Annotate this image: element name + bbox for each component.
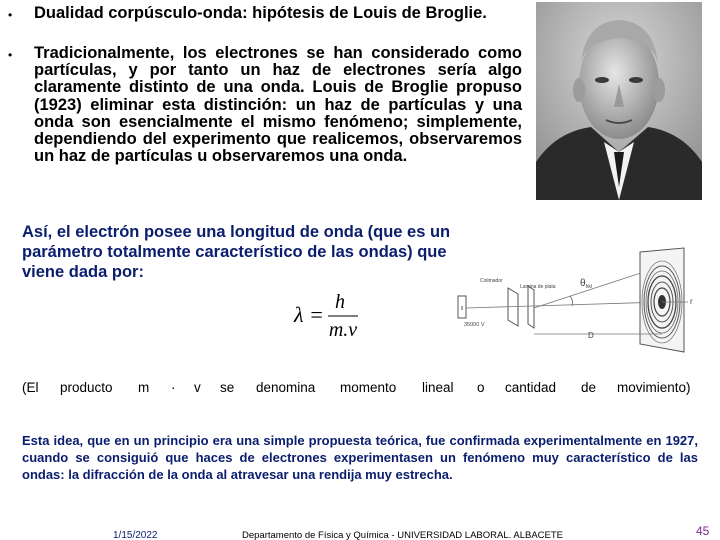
footer-department: Departamento de Física y Química - UNIVERSIDAD LABORAL. ALBACETE [242, 530, 564, 540]
momentum-word: m [138, 380, 150, 395]
bullet-item [8, 45, 528, 165]
momentum-word: producto [60, 380, 113, 395]
beam-line [466, 302, 662, 308]
bullet-body: Tradicionalmente, los electrones se han considerado como partículas, y por tanto un haz de electrones sería algo claramente distinto de una onda. Louis de Broglie propuso (1923) eliminar esta distinción: un haz de partículas y una onda son esencialmente el mismo fenómeno; simplemente, dependiendo del experimento que realicemos, observaremos un haz de partículas u observaremos una onda. [34, 44, 522, 166]
momentum-word: cantidad [505, 380, 557, 395]
page-number: 45 [696, 524, 710, 538]
bullet-marker: • [8, 8, 13, 22]
radius-label: r [690, 297, 693, 306]
footer-date: 1/15/2022 [113, 530, 158, 540]
bullet-marker: • [8, 48, 13, 62]
angle-label: $\theta_{hkl}$ [580, 278, 592, 290]
foil-label: Lamina de plata [520, 284, 556, 290]
momentum-word: v [194, 380, 201, 395]
formula-lhs: λ = [294, 302, 324, 327]
intro-paragraph: Así, el electrón posee una longitud de onda (que es un parámetro totalmente característico de las ondas) que viene dada por: [22, 223, 451, 281]
electron-diffraction-diagram [452, 246, 712, 356]
formula-denominator: m.v [328, 319, 358, 341]
momentum-word: denomina [256, 380, 316, 395]
momentum-word: momento [340, 380, 397, 395]
momentum-word: o [477, 380, 485, 395]
momentum-word: de [581, 380, 597, 395]
collimator-label: Colimador [480, 278, 503, 284]
formula-numerator: h [335, 291, 345, 313]
bullet-item [8, 5, 528, 24]
de-broglie-formula [292, 288, 372, 344]
momentum-word: se [220, 380, 235, 395]
louis-de-broglie-photo [536, 2, 702, 200]
momentum-word: · [171, 380, 176, 395]
bullet-heading: Dualidad corpúsculo-onda: hipótesis de Louis de Broglie. [34, 4, 487, 22]
distance-label: D [588, 331, 594, 340]
momentum-word: (El [22, 380, 39, 395]
momentum-word: movimiento) [617, 380, 691, 395]
momentum-word: lineal [422, 380, 454, 395]
conclusion-paragraph: Esta idea, que en un principio era una simple propuesta teórica, fue confirmada experimentalmente en 1927, cuando se consiguió que haces de electrones experimentasen un fenómeno muy característico de las ondas: la difracción de la onda al atravesar una rendija muy estrecha. [22, 433, 698, 482]
voltage-label: 35000 V [464, 322, 485, 328]
silver-foil [528, 286, 534, 328]
